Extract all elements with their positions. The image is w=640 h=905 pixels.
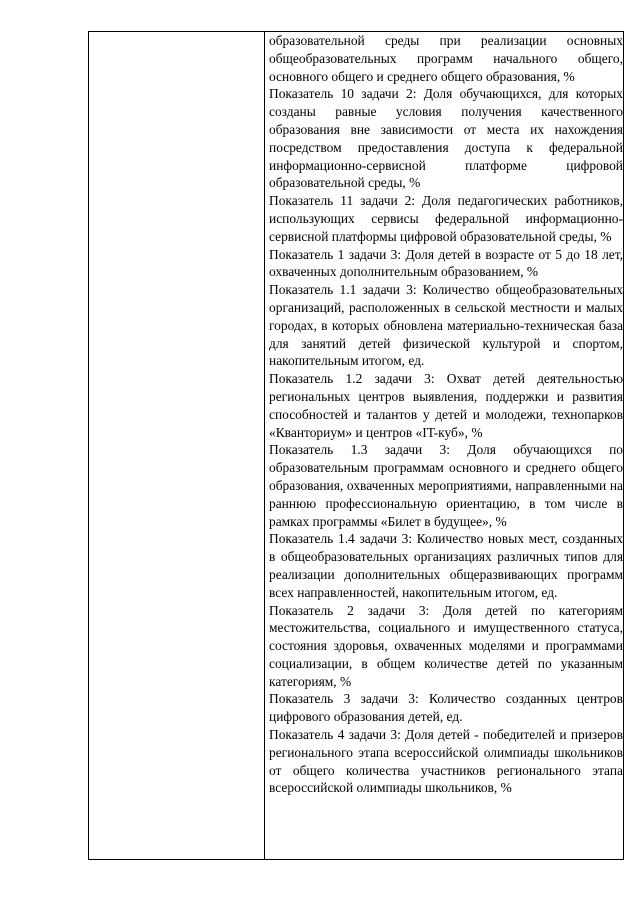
indicators-cell (265, 32, 623, 859)
indicator-text: Показатель 1.2 задачи 3: Охват детей деятельностью региональных центров выявления, поддержки и развития способностей и талантов у детей и молодежи, технопарков «Кванториум» и центров «IT-куб», % (269, 371, 623, 440)
indicator-text: Показатель 4 задачи 3: Доля детей - победителей и призеров регионального этапа всероссийской олимпиады школьников от общего количества участников регионального этапа всероссийской олимпиады школьников, % (269, 727, 623, 796)
indicator-text: Показатель 10 задачи 2: Доля обучающихся, для которых созданы равные условия получения качественного образования вне зависимости от места их нахождения посредством предоставления доступа к федеральной информационно-сервисной платформе цифровой образовательной среды, % (269, 86, 623, 191)
indicator-text: Показатель 11 задачи 2: Доля педагогических работников, использующих сервисы федеральной информационно-сервисной платформы цифровой образовательной среды, % (269, 193, 623, 244)
indicator-text: образовательной среды при реализации основных общеобразовательных программ начального общего, основного общего и среднего общего образования, % (269, 33, 623, 84)
indicator-text: Показатель 1.3 задачи 3: Доля обучающихся по образовательным программам основного и среднего общего образования, охваченных мероприятиями, направленными на раннюю профессиональную ориентацию, в том числе в рамках программы «Билет в будущее», % (269, 442, 623, 529)
indicator-text: Показатель 1 задачи 3: Доля детей в возрасте от 5 до 18 лет, охваченных дополнительным образованием, % (269, 246, 623, 280)
indicator-text: Показатель 3 задачи 3: Количество созданных центров цифрового образования детей, ед. (269, 691, 623, 725)
indicator-text: Показатель 1.1 задачи 3: Количество общеобразовательных организаций, расположенных в сельской местности и малых городах, в которых обновлена материально-техническая база для занятий детей физической культурой и спортом, накопительным итогом, ед. (269, 282, 623, 369)
indicator-text: Показатель 2 задачи 3: Доля детей по категориям местожительства, социального и имущественного статуса, состояния здоровья, охваченных моделями и программами социализации, в общем количестве детей по указанным категориям, % (269, 602, 623, 689)
indicators-table (88, 31, 624, 860)
indicator-text: Показатель 1.4 задачи 3: Количество новых мест, созданных в общеобразовательных организациях различных типов для реализации дополнительных общеразвивающих программ всех направленностей, накопительным итогом, ед. (269, 531, 623, 600)
left-column-cell (89, 32, 265, 859)
